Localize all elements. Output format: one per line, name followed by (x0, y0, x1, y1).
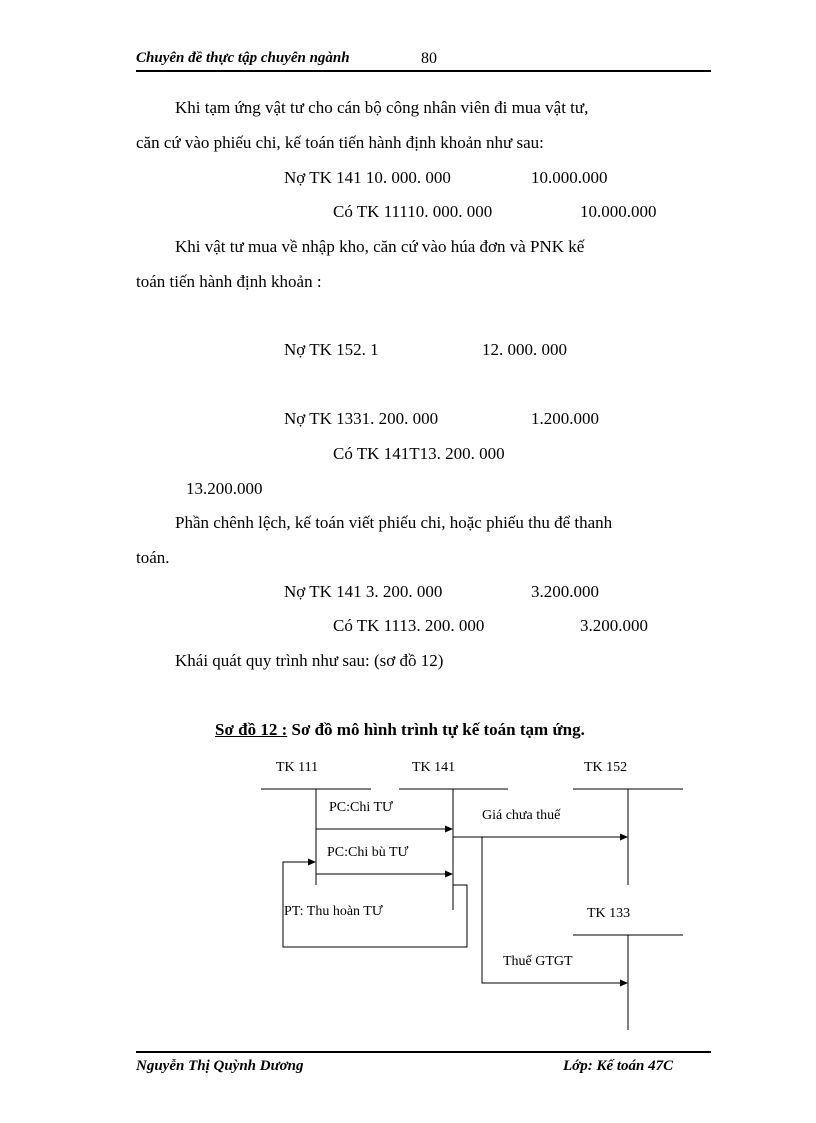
pc-chi-tu-label: PC:Chi TƯ (329, 800, 393, 815)
journal-entry-credit: Có TK 11110. 000. 000 (333, 202, 493, 221)
journal-entry-debit: Nợ TK 141 3. 200. 000 (284, 582, 443, 601)
paragraph-line: Khi tạm ứng vật tư cho cán bộ công nhân viên đi mua vật tư, (175, 98, 589, 117)
footer-class: Lớp: Kế toán 47C (563, 1058, 674, 1074)
thue-gtgt-label: Thuế GTGT (503, 954, 573, 969)
tk152-label: TK 152 (584, 760, 628, 775)
journal-entry-amount: 3.200.000 (580, 616, 648, 635)
paragraph-line: Khi vật tư mua về nhập kho, căn cứ vào húa đơn và PNK kế (175, 237, 585, 256)
pt-thu-hoan-tu-label: PT: Thu hoàn TƯ (284, 904, 383, 919)
paragraph-line: Phần chênh lệch, kế toán viết phiếu chi, hoặc phiếu thu để thanh (175, 513, 613, 532)
journal-entry-amount: 1.200.000 (531, 409, 599, 428)
footer-rule (136, 1051, 711, 1053)
journal-entry-debit: Nợ TK 1331. 200. 000 (284, 409, 439, 428)
journal-entry-debit: Nợ TK 141 10. 000. 000 (284, 168, 451, 187)
diagram-caption-label: Sơ đồ 12 : (215, 720, 288, 739)
page-number: 80 (421, 50, 437, 67)
tk133-label: TK 133 (587, 906, 631, 921)
header-title: Chuyên đề thực tập chuyên ngành (136, 50, 350, 66)
journal-entry-credit: Có TK 141T13. 200. 000 (333, 444, 505, 463)
journal-entry-credit: Có TK 1113. 200. 000 (333, 616, 485, 635)
journal-entry-amount: 13.200.000 (186, 479, 263, 498)
paragraph-line: toán. (136, 548, 170, 567)
pc-chi-bu-tu-label: PC:Chi bù TƯ (327, 845, 409, 860)
paragraph-line: căn cứ vào phiếu chi, kế toán tiến hành định khoản như sau: (136, 133, 544, 152)
journal-entry-amount: 10.000.000 (531, 168, 608, 187)
footer-author: Nguyễn Thị Quỳnh Dương (136, 1058, 304, 1074)
diagram-caption-text: Sơ đồ mô hình trình tự kế toán tạm ứng. (291, 720, 585, 739)
paragraph-line: Khái quát quy trình như sau: (sơ đồ 12) (175, 651, 444, 670)
tk111-label: TK 111 (276, 760, 319, 775)
tk141-label: TK 141 (412, 760, 456, 775)
journal-entry-debit: Nợ TK 152. 1 (284, 340, 379, 359)
journal-entry-amount: 12. 000. 000 (482, 340, 567, 359)
paragraph-line: toán tiến hành định khoản : (136, 272, 322, 291)
gia-chua-thue-label: Giá chưa thuế (482, 808, 561, 823)
journal-entry-amount: 3.200.000 (531, 582, 599, 601)
journal-entry-amount: 10.000.000 (580, 202, 657, 221)
